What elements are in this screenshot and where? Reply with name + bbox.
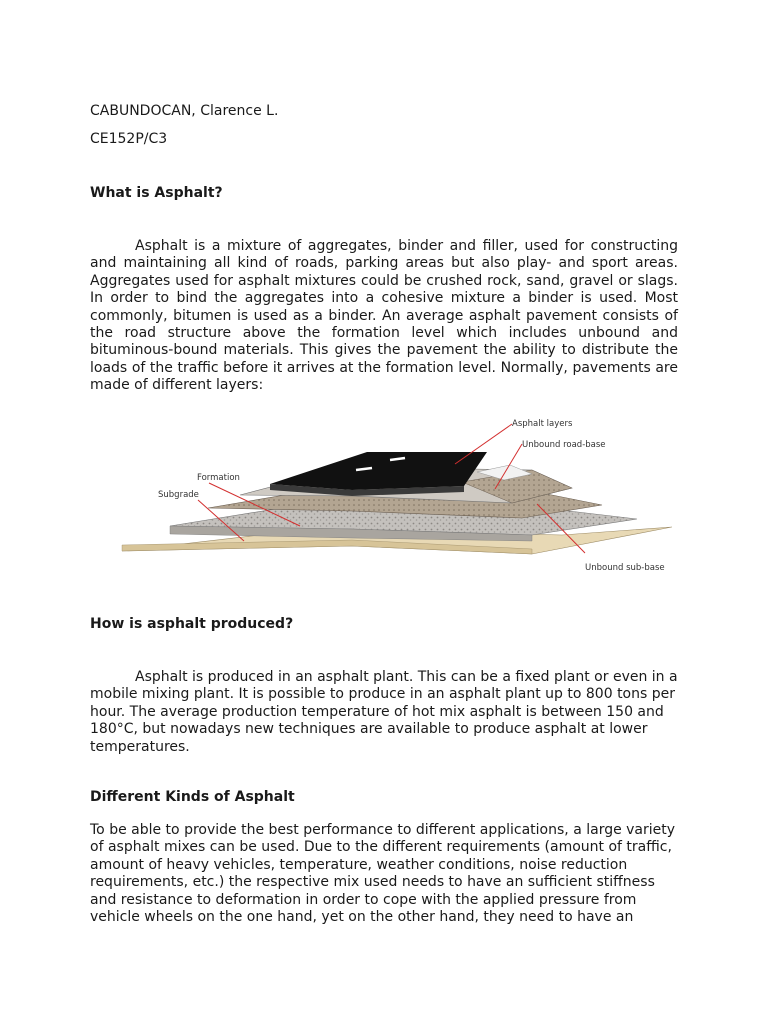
pavement-layers-diagram [112,408,672,584]
label-subgrade: Subgrade [158,490,199,500]
asphalt-layer [270,452,487,496]
paragraph-production: Asphalt is produced in an asphalt plant. This can be a fixed plant or even in a mobile mixing plant. It is possible to produce in an asphalt plant up to 800 tons per hour. The average production temperature of hot mix asphalt is between 150 and 180°C, but nowadays new techniques are available to produce asphalt at lower temperatures. [90,669,678,755]
section-heading-kinds: Different Kinds of Asphalt [90,789,295,805]
label-formation: Formation [197,473,240,483]
label-unbound-road-base: Unbound road-base [522,440,606,450]
author-name: CABUNDOCAN, Clarence L. [90,103,279,119]
label-unbound-sub-base: Unbound sub-base [585,563,665,573]
paragraph-kinds: To be able to provide the best performance to different applications, a large variety of asphalt mixes can be used. Due to the different requirements (amount of traffic, amount of heavy vehicles, temperature, weather conditions, noise reduction requirements, etc.) the respective mix used needs to have an sufficient stiffness and resistance to deformation in order to cope with the applied pressure from vehicle wheels on the one hand, yet on the other hand, they need to have an [90,822,676,926]
section-heading-production: How is asphalt produced? [90,616,294,632]
course-code: CE152P/C3 [90,131,168,147]
label-asphalt-layers: Asphalt layers [512,419,573,429]
paragraph-asphalt: Asphalt is a mixture of aggregates, binder and filler, used for constructing and maintaining all kind of roads, parking areas but also play- and sport areas. Aggregates used for asphalt mixtures could be crushed rock, sand, gravel or slags. In order to bind the aggregates into a cohesive mixture a binder is used. Most commonly, bitumen is used as a binder. An average asphalt pavement consists of the road structure above the formation level which includes unbound and bituminous-bound materials. This gives the pavement the ability to distribute the loads of the traffic before it arrives at the formation level. Normally, pavements are made of different layers: [90,238,678,394]
section-heading-asphalt: What is Asphalt? [90,185,223,201]
